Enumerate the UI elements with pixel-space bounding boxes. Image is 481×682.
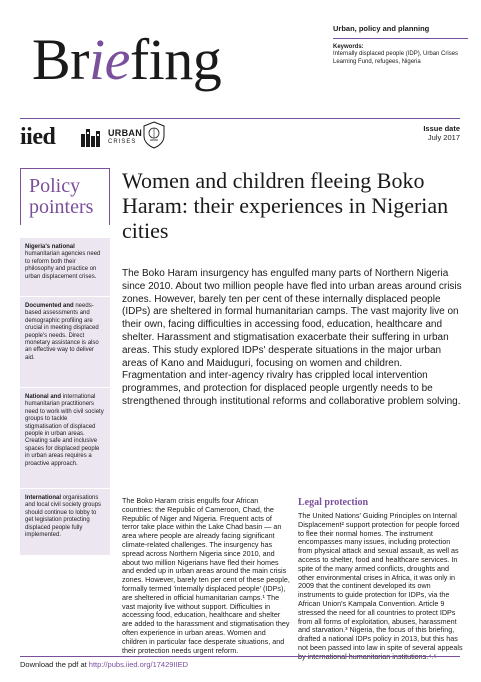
sidebar-heading-box: [20, 168, 110, 225]
logo-part: Br: [32, 27, 89, 92]
policy-pointer-text: [25, 394, 105, 468]
pointer-body: organisations and local civil society groups should continue to lobby to get legislation protecting displaced people fully implemented.: [25, 495, 102, 539]
iied-logo: iied: [20, 124, 56, 150]
policy-pointer-item: [20, 238, 110, 297]
university-seal-icon: [141, 120, 167, 150]
pointer-body: international humanitarian practitioners need to work with civil society groups to tackle stigmatisation of displaced people in urban areas. Creating safe and inclusive spaces for displaced people in urban areas requires a proactive approach.: [25, 394, 104, 467]
sidebar-heading: [29, 176, 93, 218]
pointer-lead: National and: [25, 394, 62, 400]
article-title: Women and children fleeing Boko Haram: their experiences in Nigerian cities: [122, 168, 449, 243]
keywords-text: Internally displaced people (IDP), Urban Crises Learning Fund, refugees, Nigeria: [333, 51, 459, 65]
header-divider: [20, 118, 460, 119]
policy-pointer-item: [20, 297, 110, 388]
topic-divider: [333, 38, 468, 39]
legal-protection-heading: Legal protection: [298, 497, 369, 508]
footer-prefix: Download the pdf at: [20, 660, 89, 669]
urban-label: URBAN: [108, 128, 142, 138]
pointer-body: needs-based assessments and demographic profiling are crucial in meeting displaced people's needs. Direct monetary assistance is also an effective way to deliver aid.: [25, 303, 99, 361]
article-summary: The Boko Haram insurgency has engulfed many parts of Northern Nigeria since 2010. About two million people have fled into urban areas around crisis zones. However, barely ten per cent of these internally displaced people (IDPs) are sheltered in formal humanitarian camps. The vast majority live on their own, facing difficulties in accessing food, education, healthcare and shelter. Harassment and stigmatisation exacerbate their suffering in urban areas. This study explored IDPs' desperate situations in the major urban areas of Kano and Maiduguri, focusing on women and children. Fragmentation and inter-agency rivalry has crippled local intervention programmes, and protection for displaced people urgently needs to be strengthened through institutional reforms and collaborative problem solving.: [122, 268, 462, 407]
pointer-lead: Documented and: [25, 303, 74, 309]
policy-pointer-text: [25, 495, 105, 539]
policy-pointer-item: [20, 388, 110, 489]
header: [0, 0, 481, 150]
urban-crises-logo: [80, 124, 140, 150]
topic-title: Urban, policy and planning: [333, 24, 430, 33]
pointer-body: humanitarian agencies need to reform both their philosophy and practice on urban displacement crises.: [25, 251, 101, 280]
legal-protection-text: The United Nations' Guiding Principles on Internal Displacement² support protection for people forced to flee their normal homes. The instrument encompasses many issues, including protection from physical attack and sexual assault, as well as access to shelter, food and healthcare services. In spite of the many armed conflicts, droughts and other environmental crises in Africa, it was only in 2009 that the continent developed its own instruments to guide protection for IDPs, via the African Union's Kampala Convention. Article 9 stressed the need for all countries to protect IDPs from all forms of exploitation, abuses, harassment and starvation.³ Nigeria, the focus of this briefing, drafted a national IDPs policy in 2013, but this has not been passed into law in spite of several appeals: [298, 511, 463, 652]
policy-pointer-item: [20, 489, 110, 556]
logo-part: fing: [129, 27, 222, 92]
crises-label: CRISES: [108, 139, 137, 145]
policy-pointer-text: [25, 244, 105, 281]
keywords-label: Keywords:: [333, 44, 364, 50]
urban-crises-icon: [80, 126, 104, 148]
briefing-logo: [32, 28, 221, 92]
sidebar-heading-line: Policy: [29, 175, 81, 197]
footer: [20, 660, 188, 669]
logo-part-highlight: ie: [89, 27, 130, 92]
policy-pointer-text: [25, 303, 105, 362]
pointer-lead: Nigeria's national: [25, 244, 75, 250]
download-link[interactable]: http://pubs.iied.org/17429IIED: [88, 660, 189, 669]
issue-date: July 2017: [427, 133, 460, 142]
policy-pointers-sidebar: [20, 168, 108, 658]
topic-box: [333, 24, 468, 86]
pointer-lead: International: [25, 495, 62, 501]
issue-date-label: Issue date: [423, 124, 460, 133]
body-column-1: The Boko Haram crisis engulfs four African countries: the Republic of Cameroon, Chad, the Republic of Niger and Nigeria. Frequent acts of terror take place within the Lake Chad basin — an area where people are already facing significant climate-related challenges. The insurgency has spread across Northern Nigeria since 2010, and about two million Nigerians have fled their homes and ended up in urban areas around the main crisis zones. However, barely ten per cent of these people, formally termed 'internally displaced people' (IDPs), are sheltered in official humanitarian camps.¹ The vast majority live without support. Difficulties in accessing food, education, healthcare and shelter are added to the harassment and stigmatisation they often experience in urban areas. Women and children in particular face desperate situations, and their protection needs urgent reform.: [122, 496, 290, 655]
footer-divider: [20, 656, 460, 657]
sidebar-heading-line: pointers: [29, 196, 94, 218]
